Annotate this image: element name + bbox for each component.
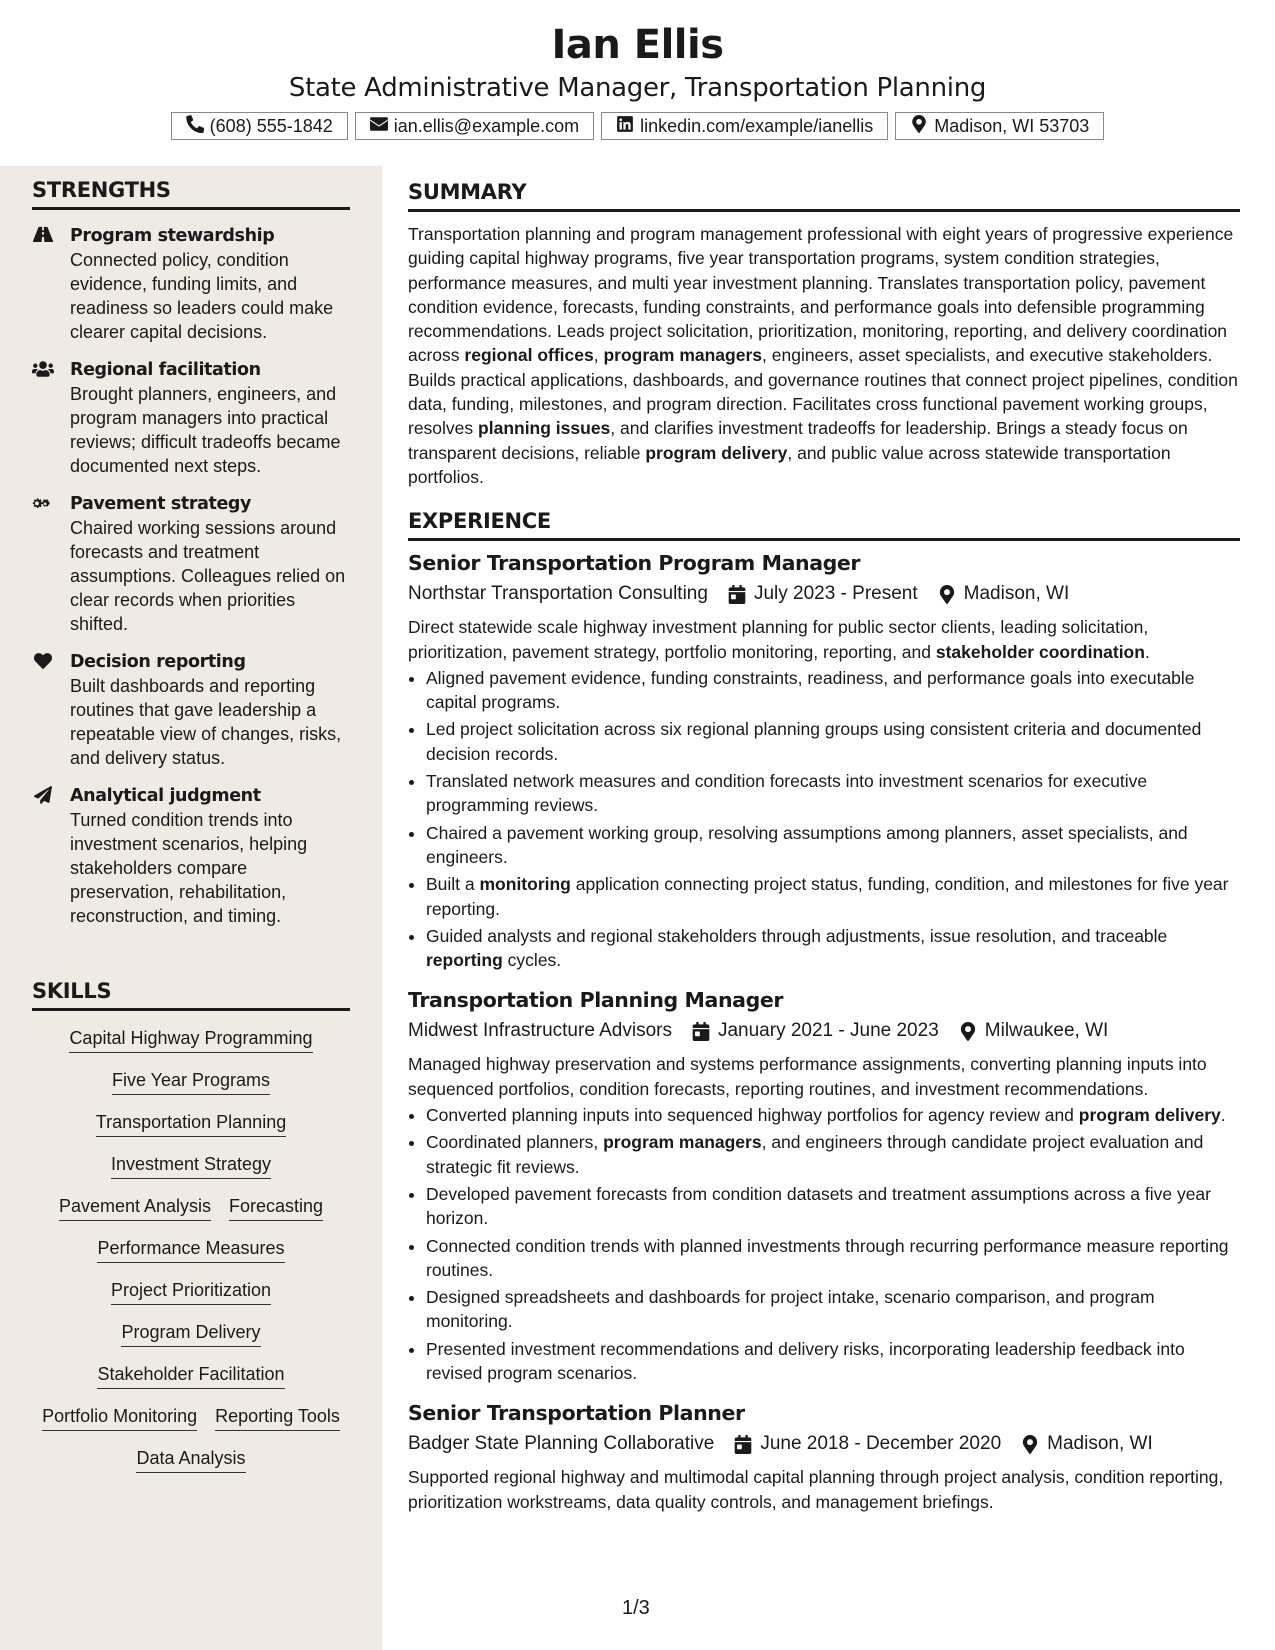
job-location: Milwaukee, WI (984, 1020, 1109, 1042)
skill-tag: Five Year Programs (112, 1069, 270, 1095)
contact-phone[interactable] (171, 112, 348, 140)
strength-head: Decision reporting (70, 652, 246, 672)
job-title: Senior Transportation Program Manager (408, 551, 861, 576)
contact-location (895, 112, 1104, 140)
bold-phrase: monitoring (479, 874, 571, 895)
strength-item (32, 650, 350, 770)
skill-tag: Investment Strategy (111, 1153, 271, 1179)
strength-body (70, 358, 350, 478)
job-bullet (426, 1103, 1240, 1127)
text-run: , engineers, asset specialists, and executive stakeholders. Builds practical applications, dashboards, and governance routines that connect project pipelines, condition data, funding, milestones, and program direction. Facilitates cross functional pavement working groups, resolves (408, 345, 1238, 439)
strength-text: Turned condition trends into investment scenarios, helping stakeholders compare preservation, rehabilitation, reconstruction, and timing. (70, 810, 308, 926)
strength-item (32, 358, 350, 478)
envelope-icon (370, 115, 388, 138)
job-bullet (426, 666, 1240, 715)
job-description (408, 1052, 1240, 1101)
skills-list (32, 1027, 350, 1473)
text-run: Presented investment recommendations and delivery risks, incorporating leadership feedback into revised program scenarios. (426, 1338, 1185, 1383)
company-name: Northstar Transportation Consulting (408, 583, 708, 605)
job-meta (408, 581, 1240, 607)
bold-phrase: reporting (426, 950, 503, 971)
job-entry (408, 551, 1240, 972)
text-run: Translated network measures and condition forecasts into investment scenarios for executive programming reviews. (426, 771, 1148, 816)
strength-body (70, 492, 350, 636)
job-bullet (426, 769, 1240, 818)
skill-tag: Transportation Planning (96, 1111, 286, 1137)
map-pin-icon (1001, 1435, 1047, 1454)
bold-phrase: program delivery (645, 442, 788, 463)
text-run: Supported regional highway and multimodal capital planning through project analysis, condition reporting, prioritization workstreams, data quality controls, and management briefings. (408, 1467, 1224, 1512)
gears-icon (32, 492, 56, 636)
road-icon (32, 224, 56, 344)
contact-linkedin[interactable] (601, 112, 888, 140)
strength-text: Chaired working sessions around forecasts and treatment assumptions. Colleagues relied on clear records when priorities shifted. (70, 518, 346, 634)
text-run: Developed pavement forecasts from condition datasets and treatment assumptions across a five year horizon. (426, 1183, 1211, 1229)
text-run: . (1144, 641, 1150, 662)
location-text: Madison, WI 53703 (934, 115, 1090, 136)
skill-tag: Program Delivery (121, 1321, 260, 1347)
bold-phrase: program managers (603, 345, 763, 366)
calendar-icon (708, 585, 754, 604)
job-bullets (408, 666, 1240, 973)
text-run: Managed highway preservation and systems performance assignments, converting planning inputs into sequenced portfolios, condition forecasts, reporting routines, and investment recommendations. (408, 1054, 1207, 1099)
summary-text (408, 222, 1240, 489)
job-entry (408, 988, 1240, 1385)
strengths-section (32, 178, 350, 928)
text-run: Transportation planning and program management professional with eight years of progressive experience guiding capital highway programs, five year transportation programs, system condition strategies, performance measures, and multi year investment planning. Translates transportation policy, pavement condition evidence, forecasts, funding constraints, and performance goals into defensible programming recommendations. Leads project solicitation, prioritization, monitoring, reporting, and delivery coordination across (408, 224, 1234, 366)
skill-tag: Data Analysis (136, 1447, 245, 1473)
skill-tag: Stakeholder Facilitation (97, 1363, 284, 1389)
text-run: Chaired a pavement working group, resolving assumptions among planners, asset specialists, and engineers. (426, 822, 1188, 867)
skill-tag: Capital Highway Programming (69, 1027, 312, 1053)
strength-item (32, 224, 350, 344)
text-run: Aligned pavement evidence, funding constraints, readiness, and performance goals into executable capital programs. (426, 667, 1195, 713)
text-run: Connected condition trends with planned investments through recurring performance measure reporting routines. (426, 1235, 1229, 1280)
job-location: Madison, WI (1047, 1433, 1153, 1455)
strengths-list (32, 224, 350, 928)
job-bullets (408, 1103, 1240, 1385)
strength-head: Analytical judgment (70, 786, 261, 806)
text-run: . (1220, 1105, 1226, 1126)
bold-phrase: stakeholder coordination (935, 641, 1145, 662)
text-run: Converted planning inputs into sequenced highway portfolios for agency review and (426, 1105, 1079, 1126)
email-text: ian.ellis@example.com (393, 115, 580, 136)
main-content (408, 180, 1240, 1514)
job-bullet (426, 872, 1240, 921)
strengths-heading: STRENGTHS (32, 178, 350, 210)
sidebar (0, 166, 382, 1650)
job-dates: June 2018 - December 2020 (760, 1433, 1002, 1455)
strength-item (32, 784, 350, 928)
strength-body (70, 784, 350, 928)
job-description (408, 1465, 1240, 1514)
jobs-list (408, 551, 1240, 1514)
job-location: Madison, WI (963, 583, 1070, 605)
strength-text: Built dashboards and reporting routines that gave leadership a repeatable view of changes, risks, and delivery status. (70, 676, 342, 768)
linkedin-text: linkedin.com/example/ianellis (640, 115, 874, 136)
heart-icon (32, 650, 56, 770)
text-run: , and engineers through candidate project evaluation and strategic fit reviews. (426, 1132, 1204, 1177)
experience-heading: EXPERIENCE (408, 509, 1240, 541)
text-run: , (593, 345, 604, 366)
contact-bar (0, 112, 1275, 140)
text-run: application connecting project status, funding, condition, and milestones for five year reporting. (426, 874, 1229, 919)
summary-heading: SUMMARY (408, 180, 1240, 212)
job-bullet (426, 1130, 1240, 1179)
users-icon (32, 358, 56, 478)
page-number: 1/3 (622, 1597, 650, 1619)
job-title: Transportation Planning Manager (408, 988, 784, 1013)
calendar-icon (672, 1022, 718, 1041)
job-dates: January 2021 - June 2023 (717, 1020, 939, 1042)
text-run: Led project solicitation across six regional planning groups using consistent criteria and documented decision records. (426, 719, 1202, 764)
strength-body (70, 224, 350, 344)
job-bullet (426, 1337, 1240, 1386)
strength-text: Brought planners, engineers, and program managers into practical reviews; difficult tradeoffs became documented next steps. (70, 384, 341, 476)
company-name: Midwest Infrastructure Advisors (408, 1020, 672, 1042)
skills-section (32, 979, 350, 1473)
job-bullet (426, 1234, 1240, 1283)
bold-phrase: program managers (603, 1132, 762, 1153)
strength-item (32, 492, 350, 636)
map-pin-icon (910, 115, 928, 138)
skill-tag: Pavement Analysis (59, 1195, 211, 1221)
bold-phrase: regional offices (464, 345, 594, 366)
job-bullet (426, 1182, 1240, 1231)
text-run: , and public value across statewide transportation portfolios. (408, 442, 1171, 487)
skills-heading: SKILLS (32, 979, 350, 1011)
job-title: Senior Transportation Planner (408, 1401, 745, 1426)
bold-phrase: planning issues (478, 418, 611, 439)
skill-tag: Project Prioritization (111, 1279, 271, 1305)
contact-email[interactable] (355, 112, 594, 140)
text-run: Guided analysts and regional stakeholders through adjustments, issue resolution, and traceable (426, 925, 1168, 946)
text-run: Built a (426, 874, 480, 895)
skill-tag: Reporting Tools (215, 1405, 340, 1431)
candidate-title: State Administrative Manager, Transportation Planning (288, 73, 987, 103)
job-bullet (426, 924, 1240, 973)
strength-text: Connected policy, condition evidence, funding limits, and readiness so leaders could make clearer capital decisions. (70, 250, 334, 342)
skill-tag: Performance Measures (97, 1237, 284, 1263)
map-pin-icon (918, 585, 964, 604)
text-run: Direct statewide scale highway investment planning for public sector clients, leading solicitation, prioritization, pavement strategy, portfolio monitoring, reporting, and (408, 617, 1149, 662)
phone-text: (608) 555-1842 (209, 115, 333, 136)
strength-body (70, 650, 350, 770)
strength-head: Pavement strategy (70, 494, 252, 514)
skill-tag: Portfolio Monitoring (42, 1405, 197, 1431)
text-run: Designed spreadsheets and dashboards for project intake, scenario comparison, and program monitoring. (426, 1287, 1155, 1332)
linkedin-icon (616, 115, 634, 138)
text-run: cycles. (502, 950, 562, 971)
resume-header (0, 0, 1275, 166)
strength-head: Regional facilitation (70, 360, 261, 380)
job-bullet (426, 821, 1240, 870)
job-bullet (426, 717, 1240, 766)
strength-head: Program stewardship (70, 226, 275, 246)
job-meta (408, 1018, 1240, 1044)
experience-section (408, 509, 1240, 1514)
text-run: , and clarifies investment tradeoffs for leadership. Brings a steady focus on transparent decisions, reliable (408, 418, 1188, 463)
job-description (408, 615, 1240, 664)
job-dates: July 2023 - Present (753, 583, 918, 605)
job-entry (408, 1401, 1240, 1514)
map-pin-icon (939, 1022, 985, 1041)
bold-phrase: program delivery (1078, 1105, 1221, 1126)
text-run: Coordinated planners, (426, 1132, 604, 1153)
phone-icon (186, 115, 204, 138)
job-meta (408, 1431, 1240, 1457)
company-name: Badger State Planning Collaborative (408, 1433, 715, 1455)
job-bullet (426, 1285, 1240, 1334)
skill-tag: Forecasting (229, 1195, 323, 1221)
summary-section (408, 180, 1240, 489)
paper-plane-icon (32, 784, 56, 928)
calendar-icon (714, 1435, 760, 1454)
candidate-name: Ian Ellis (551, 22, 724, 68)
